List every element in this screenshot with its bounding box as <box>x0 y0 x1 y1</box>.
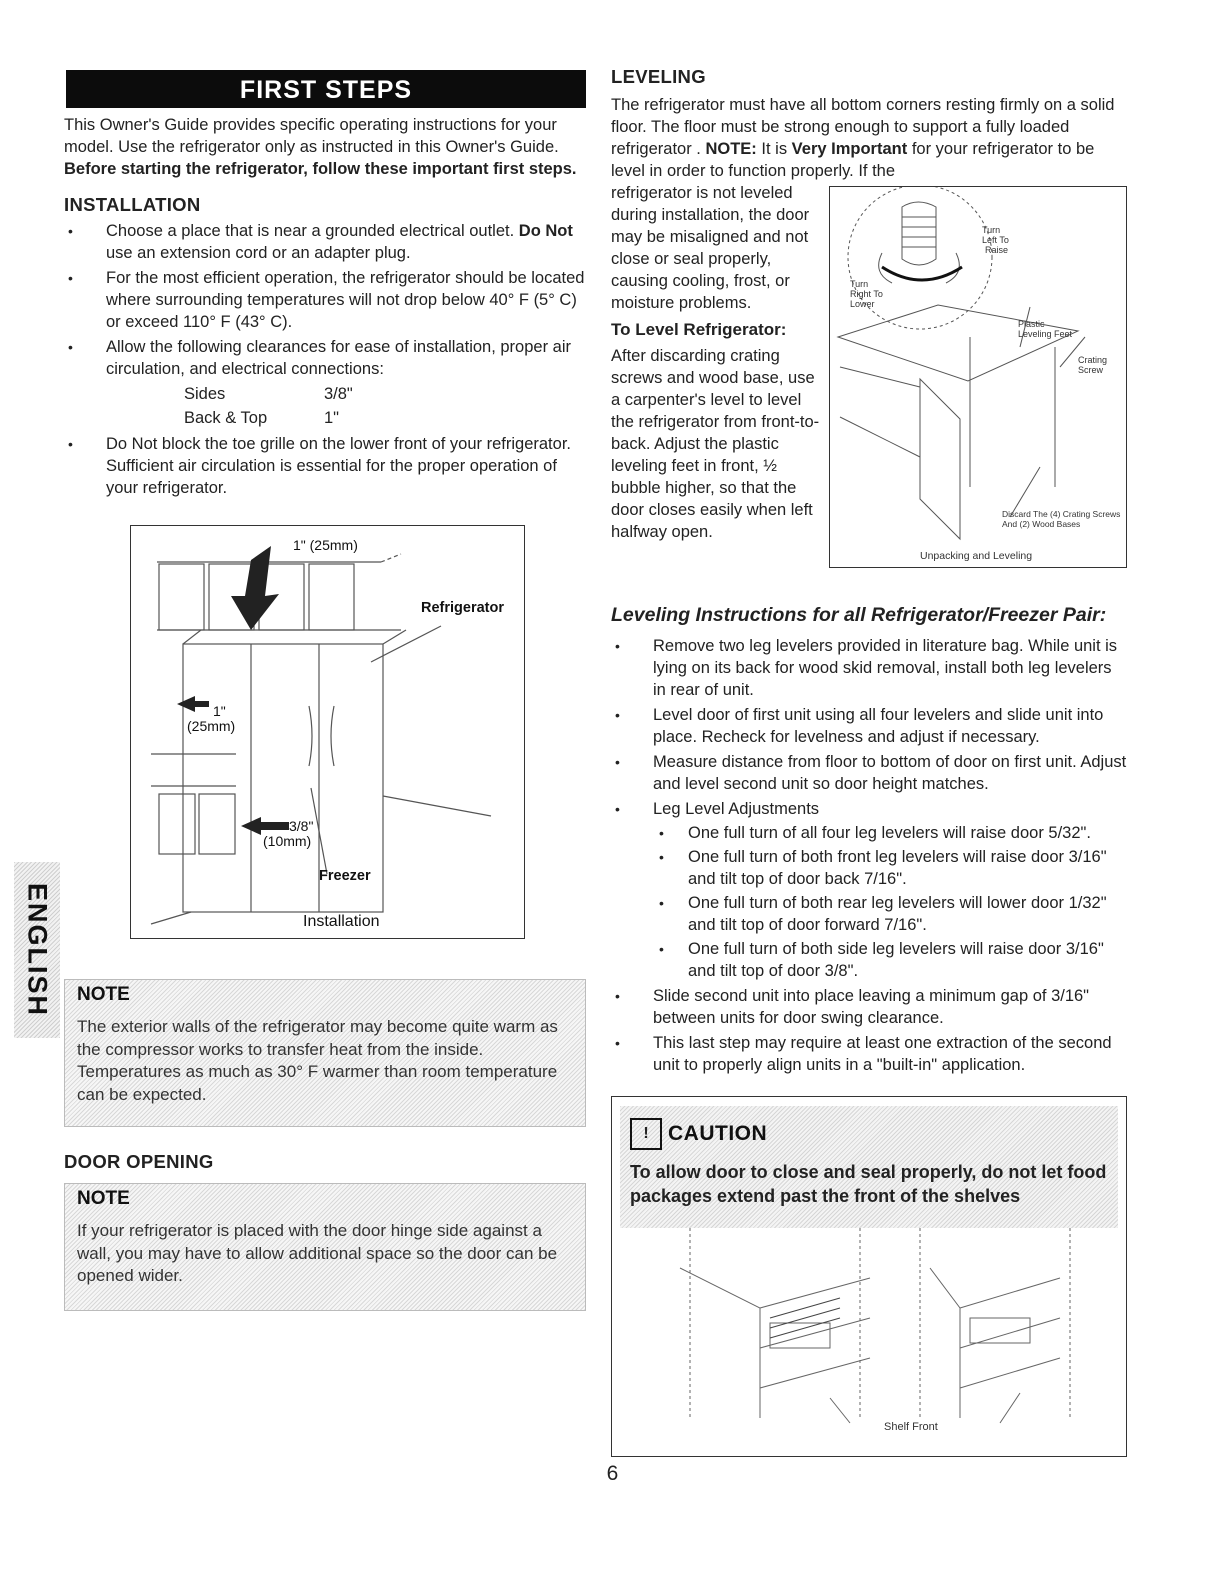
list-item: • Level door of first unit using all four levelers and slide unit into place. Recheck for levelness and adjust if necessary. <box>611 704 1127 748</box>
adjustments-sublist <box>653 822 1127 982</box>
sub-list-item: • One full turn of all four leg levelers will raise door 5/32". <box>653 822 1127 844</box>
list-item: • Allow the following clearances for ease of installation, proper air circulation, and electrical connections: Sides 3/8" Back & Top 1" <box>64 336 586 430</box>
to-level-heading: To Level Refrigerator: <box>611 320 787 339</box>
list-item: • Leg Level Adjustments • One full turn of all four leg levelers will raise door 5/32". • One full turn of both front leg levelers will raise door 3/16" and tilt top of door back 7/16". • One full turn of both rear leg levelers will lower door 1/32" and tilt top of door forward 7/16". • One full turn of both side leg levelers will raise door 3/16" and tilt top of door 3/8". <box>611 798 1127 982</box>
turn-left-label-3: Raise <box>985 245 1009 255</box>
leveling-heading: LEVELING <box>611 66 706 87</box>
note-title: NOTE <box>77 984 130 1005</box>
turn-left-label-2: Left To <box>982 235 1009 245</box>
list-item: • Measure distance from floor to bottom of door on first unit. Adjust and level second unit so door height matches. <box>611 751 1127 795</box>
first-steps-banner: FIRST STEPS <box>66 70 586 108</box>
list-item: • Choose a place that is near a grounded electrical outlet. Do Not use an extension cord or an adapter plug. <box>64 220 586 264</box>
plastic-feet-label-1: Plastic <box>1018 319 1045 329</box>
leveling-block <box>611 182 1127 702</box>
crating-screw-label-1: Crating <box>1078 355 1108 365</box>
installation-heading: INSTALLATION <box>64 194 201 215</box>
intro-bold-text: Before starting the refrigerator, follow these important first steps. <box>64 160 577 178</box>
leveling-figure <box>829 186 1127 568</box>
note-text: If your refrigerator is placed with the door hinge side against a wall, you may have to allow additional space so the door can be opened wider. <box>77 1221 558 1285</box>
note-title: NOTE <box>77 1188 130 1209</box>
installation-caption: Installation <box>303 913 380 930</box>
clearance-table <box>184 382 586 430</box>
turn-right-label-1: Turn <box>850 279 869 289</box>
caution-box <box>611 1096 1127 1457</box>
intro-paragraph <box>64 114 586 180</box>
sub-list-item: • One full turn of both side leg levelers will raise door 3/16" and tilt top of door 3/8". <box>653 938 1127 982</box>
gap-38-label-2: (10mm) <box>263 833 312 849</box>
side-gap-label-2: (25mm) <box>187 718 236 734</box>
installation-list <box>64 220 586 499</box>
crating-screw-label-2: Screw <box>1078 365 1104 375</box>
note-box-exterior <box>64 979 586 1127</box>
language-label: ENGLISH <box>22 882 53 1018</box>
leveling-caption: Unpacking and Leveling <box>920 550 1033 562</box>
leveling-paragraph: The refrigerator must have all bottom corners resting firmly on a solid floor. The floor must be strong enough to support a fully loaded refrigerator . NOTE: It is Very Important for your refrigerator to be level in order to function properly. If the <box>611 96 1115 180</box>
pair-heading: Leveling Instructions for all Refrigerator/Freezer Pair: <box>611 604 1107 626</box>
list-item: • Do Not block the toe grille on the lower front of your refrigerator. Sufficient air circulation is essential for the proper operation of your refrigerator. <box>64 433 586 499</box>
caution-header <box>630 1118 1108 1150</box>
list-item: • This last step may require at least one extraction of the second unit to properly align units in a "built-in" application. <box>611 1032 1127 1076</box>
list-item: • Slide second unit into place leaving a minimum gap of 3/16" between units for door swing clearance. <box>611 985 1127 1029</box>
discard-label-2: And (2) Wood Bases <box>1002 519 1081 529</box>
sub-list-item: • One full turn of both rear leg levelers will lower door 1/32" and tilt top of door forward 7/16". <box>653 892 1127 936</box>
page-number: 6 <box>606 1462 619 1485</box>
list-item: • Remove two leg levelers provided in literature bag. While unit is lying on its back for wood skid removal, install both leg levelers in rear of unit. <box>611 635 1127 701</box>
language-tab <box>14 862 60 1038</box>
caution-band <box>620 1106 1118 1228</box>
discard-label-1: Discard The (4) Crating Screws <box>1002 509 1121 519</box>
turn-right-label-3: Lower <box>850 299 875 309</box>
top-gap-label: 1" (25mm) <box>293 537 358 553</box>
plastic-feet-label-2: Leveling Feet <box>1018 329 1073 339</box>
list-item: • For the most efficient operation, the refrigerator should be located where surrounding temperatures will not drop below 40° F (5° C) or exceed 110° F (43° C). <box>64 267 586 333</box>
right-column <box>611 64 1127 1457</box>
leveling-steps: After discarding crating screws and wood base, use a carpenter's level to level the refrigerator from front-to-back. Adjust the plastic leveling feet in front, ½ bubble higher, so that the door closes easily when left halfway open. <box>611 347 820 541</box>
shelf-illustration <box>620 1228 1116 1448</box>
installation-illustration <box>131 526 524 938</box>
gap-38-label-1: 3/8" <box>289 818 314 834</box>
clearance-row: Sides 3/8" <box>184 385 353 403</box>
note-text: The exterior walls of the refrigerator may become quite warm as the compressor works to transfer heat from the inside. Temperatures as much as 30° F warmer than room temperature can be expected. <box>77 1017 558 1104</box>
leveling-text <box>611 182 821 543</box>
intro-text: This Owner's Guide provides specific operating instructions for your model. Use the refrigerator only as instructed in this Owner's Guide. <box>64 116 559 156</box>
clearance-row: Back & Top 1" <box>184 409 340 427</box>
door-opening-heading: DOOR OPENING <box>64 1151 214 1172</box>
installation-figure <box>130 525 525 939</box>
sub-list-item: • One full turn of both front leg levelers will raise door 3/16" and tilt top of door back 7/16". <box>653 846 1127 890</box>
note-box-door <box>64 1183 586 1311</box>
caution-title: CAUTION <box>668 1122 768 1145</box>
turn-left-label-1: Turn <box>982 225 1001 235</box>
turn-right-label-2: Right To <box>850 289 883 299</box>
refrigerator-label: Refrigerator <box>421 600 504 616</box>
leveling-illustration <box>830 187 1126 567</box>
side-gap-label-1: 1" <box>213 703 226 719</box>
leveling-continued: refrigerator is not leveled during installation, the door may be misaligned and not close or seal properly, causing cooling, frost, or moisture problems. <box>611 184 810 312</box>
left-column <box>64 70 586 1311</box>
shelf-front-label: Shelf Front <box>884 1421 938 1433</box>
caution-text: To allow door to close and seal properly, do not let food packages extend past the front of the shelves <box>630 1162 1107 1206</box>
warning-icon: ! <box>630 1118 662 1150</box>
freezer-label: Freezer <box>319 868 371 884</box>
